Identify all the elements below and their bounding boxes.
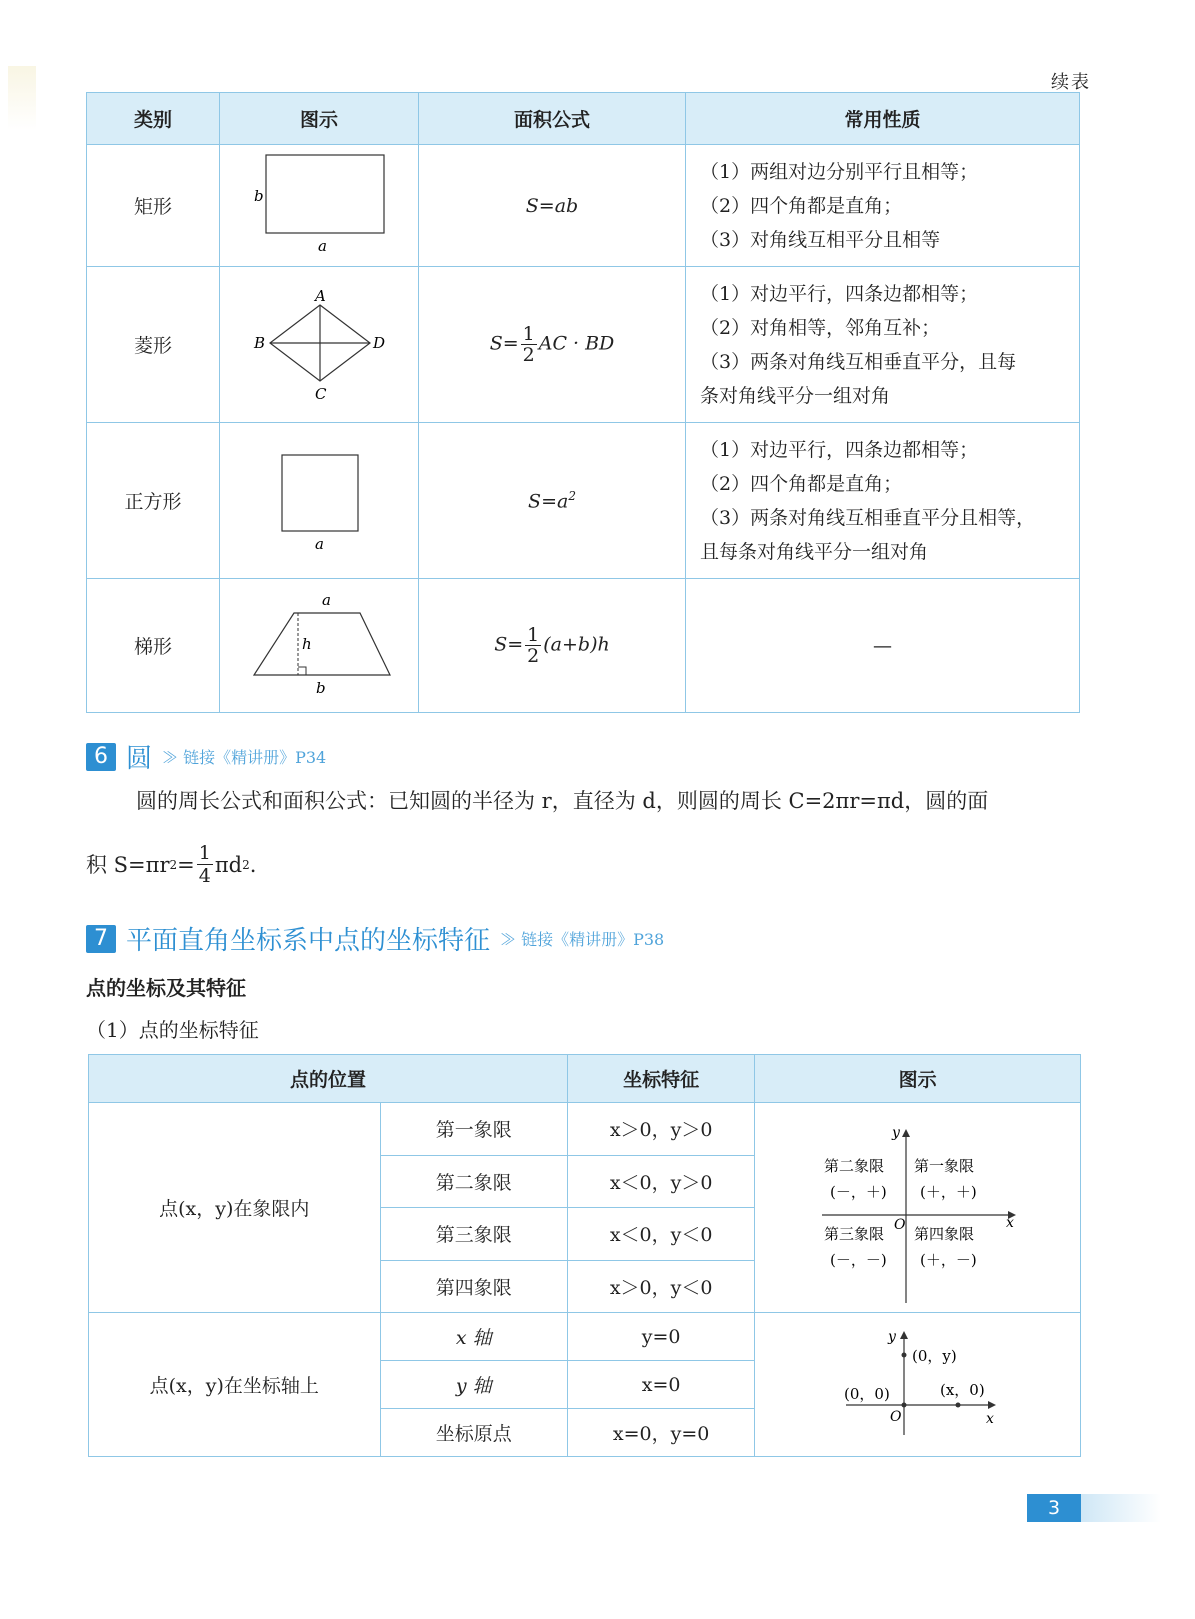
svg-text:y: y [891, 1125, 900, 1141]
svg-text:C: C [315, 385, 327, 403]
rectangle-figure [220, 145, 419, 267]
circle-para-line1: 圆的周长公式和面积公式：已知圆的半径为 r，直径为 d，则圆的周长 C=2πr=πd，圆的面 [136, 789, 989, 813]
svg-text:第一象限: 第一象限 [913, 1157, 974, 1175]
header-feature: 坐标特征 [567, 1055, 754, 1103]
section-7-heading [86, 920, 664, 957]
formula-rectangle: S=ab [419, 145, 686, 267]
svg-text:(－，－): (－，－) [829, 1251, 887, 1269]
svg-text:(＋，＋): (＋，＋) [919, 1183, 977, 1201]
svg-text:a: a [315, 535, 324, 553]
svg-text:第三象限: 第三象限 [823, 1225, 884, 1243]
corner-decoration [8, 66, 36, 130]
table-row [89, 1313, 1081, 1361]
table-row [89, 1103, 1081, 1156]
axis-diagram-cell [755, 1313, 1081, 1457]
category-rhombus: 菱形 [87, 267, 220, 423]
group-quadrant-label: 点(x，y)在象限内 [89, 1103, 381, 1313]
pos-cell: 第四象限 [380, 1260, 567, 1313]
pos-cell: 第三象限 [380, 1208, 567, 1261]
pos-cell: y 轴 [380, 1361, 567, 1409]
feature-cell: x＜0，y＜0 [567, 1208, 754, 1261]
coordinate-table [88, 1054, 1081, 1457]
header-props: 常用性质 [686, 93, 1080, 145]
section-6-link[interactable]: ≫ 链接《精讲册》P34 [162, 748, 327, 767]
formula-square: $S=a^2$ [419, 423, 686, 579]
svg-text:(0，y): (0，y) [911, 1347, 957, 1365]
quadrant-diagram [756, 1103, 1080, 1307]
circle-para-line2: 积 S=πr 2 = $\frac{1}{4}$ πd 2 . [86, 842, 257, 887]
svg-text:y: y [887, 1329, 896, 1345]
square-diagram [220, 423, 418, 573]
feature-cell: x=0 [567, 1361, 754, 1409]
header-position: 点的位置 [89, 1055, 568, 1103]
table-row [87, 579, 1080, 713]
category-rectangle: 矩形 [87, 145, 220, 267]
rhombus-diagram [220, 267, 418, 417]
section-7-link[interactable]: ≫ 链接《精讲册》P38 [500, 930, 665, 949]
category-trapezoid: 梯形 [87, 579, 220, 713]
section-7-number: 7 [86, 925, 116, 953]
formula-trapezoid: S= $\frac{1}{2}$ (a+b)h [419, 579, 686, 713]
category-square: 正方形 [87, 423, 220, 579]
svg-text:第四象限: 第四象限 [913, 1225, 974, 1243]
quadrilateral-table [86, 92, 1080, 713]
svg-text:A: A [315, 287, 326, 305]
svg-text:x: x [985, 1411, 994, 1427]
rhombus-figure [220, 267, 419, 423]
pos-cell: x 轴 [380, 1313, 567, 1361]
section-6-title: 圆 [126, 744, 153, 774]
feature-cell: x＞0，y＜0 [567, 1260, 754, 1313]
quadrant-diagram-cell [755, 1103, 1081, 1313]
sub-item-1: （1）点的坐标特征 [86, 1018, 259, 1042]
trapezoid-figure [220, 579, 419, 713]
pos-cell: 第一象限 [380, 1103, 567, 1156]
header-figure: 图示 [220, 93, 419, 145]
label-a: a [318, 237, 327, 255]
svg-text:h: h [302, 635, 312, 653]
props-square: （1）对边平行，四条边都相等； （2）四个角都是直角； （3）两条对角线互相垂直平分且相等， 且每条对角线平分一组对角 [686, 423, 1080, 579]
axis-diagram [756, 1313, 1080, 1451]
svg-text:(－，＋): (－，＋) [829, 1183, 887, 1201]
page-number: 3 [1027, 1494, 1081, 1522]
svg-text:a: a [322, 591, 331, 609]
svg-text:O: O [889, 1409, 902, 1425]
section-7-title: 平面直角坐标系中点的坐标特征 [126, 926, 491, 956]
svg-text:O: O [893, 1217, 906, 1233]
trapezoid-diagram [220, 579, 418, 707]
page-number-decoration [1081, 1494, 1161, 1522]
props-rectangle: （1）两组对边分别平行且相等； （2）四个角都是直角； （3）对角线互相平分且相等 [686, 145, 1080, 267]
table-row [87, 145, 1080, 267]
svg-text:(＋，－): (＋，－) [919, 1251, 977, 1269]
pos-cell: 坐标原点 [380, 1409, 567, 1457]
formula-rhombus: S= $\frac{1}{2}$ AC · BD [419, 267, 686, 423]
svg-text:第二象限: 第二象限 [823, 1157, 884, 1175]
header-formula: 面积公式 [419, 93, 686, 145]
props-rhombus: （1）对边平行，四条边都相等； （2）对角相等，邻角互补； （3）两条对角线互相垂直平分，且每 条对角线平分一组对角 [686, 267, 1080, 423]
continued-label: 续表 [1051, 72, 1091, 93]
svg-text:(x，0): (x，0) [939, 1381, 985, 1399]
table-row [87, 423, 1080, 579]
svg-text:(0，0): (0，0) [843, 1385, 890, 1403]
section-6-heading [86, 738, 326, 775]
feature-cell: x＜0，y＞0 [567, 1155, 754, 1208]
square-figure [220, 423, 419, 579]
pos-cell: 第二象限 [380, 1155, 567, 1208]
rectangle-diagram [220, 145, 418, 261]
subheading: 点的坐标及其特征 [86, 976, 246, 1000]
label-b: b [254, 187, 264, 205]
svg-text:B: B [254, 334, 266, 352]
props-trapezoid: — [686, 579, 1080, 713]
section-6-number: 6 [86, 743, 116, 771]
header-diagram: 图示 [755, 1055, 1081, 1103]
svg-text:D: D [373, 334, 386, 352]
table-row [87, 267, 1080, 423]
feature-cell: y=0 [567, 1313, 754, 1361]
group-axis-label: 点(x，y)在坐标轴上 [89, 1313, 381, 1457]
svg-text:x: x [1005, 1215, 1014, 1231]
svg-text:b: b [316, 679, 326, 697]
feature-cell: x=0，y=0 [567, 1409, 754, 1457]
feature-cell: x＞0，y＞0 [567, 1103, 754, 1156]
header-category: 类别 [87, 93, 220, 145]
